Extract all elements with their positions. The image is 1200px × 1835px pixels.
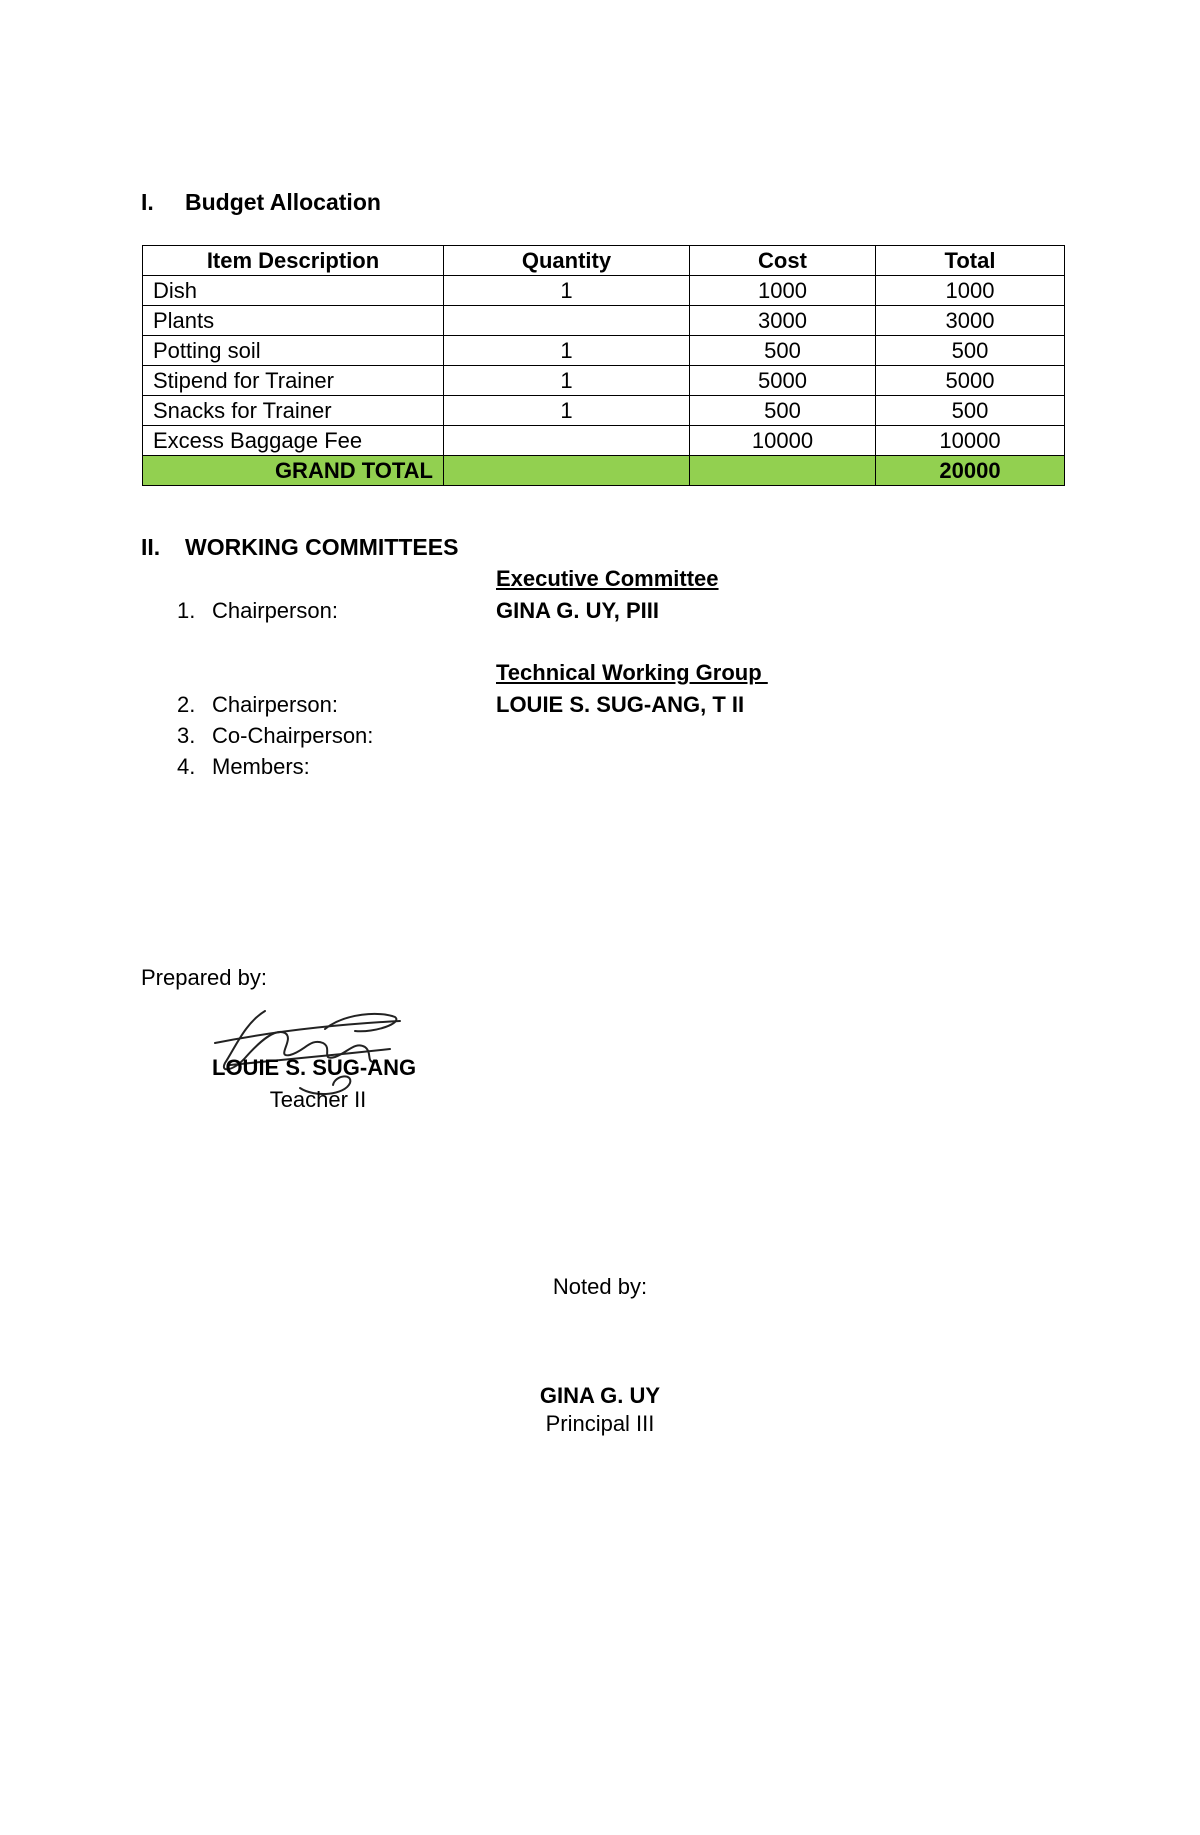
cell-cost: 500 (690, 336, 876, 366)
cell-cost: 5000 (690, 366, 876, 396)
cell-total: 500 (876, 336, 1065, 366)
section-2-title: WORKING COMMITTEES (185, 534, 459, 560)
cell-total: 3000 (876, 306, 1065, 336)
cell-quantity: 1 (444, 366, 690, 396)
grand-total-label: GRAND TOTAL (143, 456, 444, 486)
header-cost: Cost (690, 246, 876, 276)
committee-item-1-value: GINA G. UY, PIII (496, 598, 659, 623)
table-row (143, 426, 1065, 456)
committee-item-1-label: Chairperson: (212, 598, 338, 623)
grand-total-quantity (444, 456, 690, 486)
noter-position: Principal III (545, 1411, 655, 1436)
grand-total-value: 20000 (876, 456, 1065, 486)
prepared-by-label: Prepared by: (141, 965, 267, 990)
cell-total: 10000 (876, 426, 1065, 456)
cell-cost: 1000 (690, 276, 876, 306)
cell-quantity (444, 306, 690, 336)
cell-cost: 500 (690, 396, 876, 426)
executive-committee-heading: Executive Committee (496, 566, 719, 591)
cell-cost: 3000 (690, 306, 876, 336)
cell-total: 500 (876, 396, 1065, 426)
header-quantity: Quantity (444, 246, 690, 276)
grand-total-row (143, 456, 1065, 486)
preparer-name: LOUIE S. SUG-ANG (212, 1055, 417, 1080)
cell-item: Dish (143, 276, 444, 306)
committee-item-3-label: Co-Chairperson: (212, 723, 374, 748)
grand-total-cost (690, 456, 876, 486)
noted-by-label: Noted by: (552, 1274, 648, 1299)
cell-quantity: 1 (444, 276, 690, 306)
technical-working-group-heading: Technical Working Group (496, 660, 768, 685)
cell-total: 1000 (876, 276, 1065, 306)
committee-item-2-number: 2. (177, 692, 196, 717)
section-1-number: I. (141, 189, 154, 215)
cell-total: 5000 (876, 366, 1065, 396)
cell-cost: 10000 (690, 426, 876, 456)
section-1-title: Budget Allocation (185, 189, 381, 215)
cell-item: Stipend for Trainer (143, 366, 444, 396)
cell-item: Snacks for Trainer (143, 396, 444, 426)
budget-table (142, 245, 1065, 486)
noter-name: GINA G. UY (539, 1383, 661, 1408)
table-row (143, 336, 1065, 366)
cell-item: Excess Baggage Fee (143, 426, 444, 456)
committee-item-4-label: Members: (212, 754, 310, 779)
table-header-row (143, 246, 1065, 276)
table-row (143, 306, 1065, 336)
cell-item: Potting soil (143, 336, 444, 366)
preparer-position: Teacher II (269, 1087, 367, 1112)
table-row (143, 396, 1065, 426)
committee-item-4-number: 4. (177, 754, 196, 779)
section-2-number: II. (141, 534, 161, 560)
cell-quantity (444, 426, 690, 456)
header-item-description: Item Description (143, 246, 444, 276)
cell-item: Plants (143, 306, 444, 336)
committee-item-3-number: 3. (177, 723, 196, 748)
header-total: Total (876, 246, 1065, 276)
committee-item-2-label: Chairperson: (212, 692, 338, 717)
cell-quantity: 1 (444, 396, 690, 426)
committee-item-2-value: LOUIE S. SUG-ANG, T II (496, 692, 745, 717)
cell-quantity: 1 (444, 336, 690, 366)
committee-item-1-number: 1. (177, 598, 196, 623)
table-row (143, 276, 1065, 306)
table-row (143, 366, 1065, 396)
